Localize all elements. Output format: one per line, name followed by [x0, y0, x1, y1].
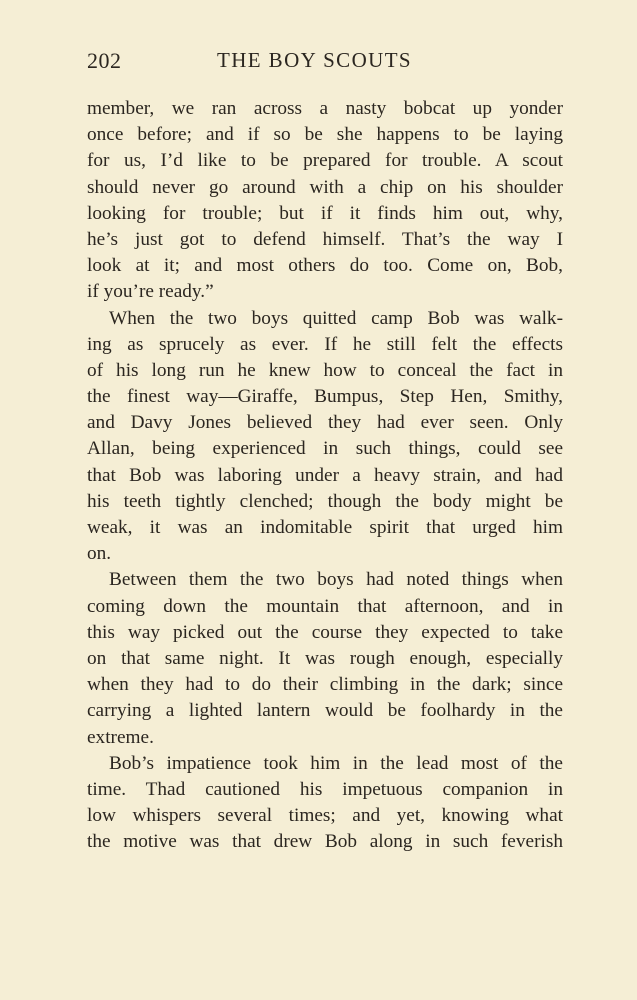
- text-line: if you’re ready.”: [87, 281, 214, 303]
- body-text: [87, 96, 563, 855]
- text-line: and Davy Jones believed they had ever seen. Only: [87, 412, 563, 434]
- text-line: on.: [87, 543, 112, 565]
- text-line: low whispers several times; and yet, knowing what: [87, 805, 563, 827]
- text-line: for us, I’d like to be prepared for trouble. A scout: [87, 150, 563, 172]
- text-line: time. Thad cautioned his impetuous companion in: [87, 778, 563, 800]
- paragraph-first-line: When the two boys quitted camp Bob was walk-: [109, 307, 563, 329]
- text-line: extreme.: [87, 726, 154, 748]
- text-line: Allan, being experienced in such things, could see: [87, 438, 563, 460]
- text-line: should never go around with a chip on his shoulder: [87, 176, 563, 198]
- paragraph-first-line: Bob’s impatience took him in the lead most of the: [109, 752, 563, 774]
- text-line: carrying a lighted lantern would be foolhardy in the: [87, 700, 563, 722]
- text-line: the motive was that drew Bob along in such feverish: [87, 831, 563, 853]
- text-line: look at it; and most others do too. Come on, Bob,: [87, 255, 563, 277]
- text-line: ing as sprucely as ever. If he still felt the effects: [87, 333, 563, 355]
- text-line: this way picked out the course they expected to take: [87, 621, 563, 643]
- running-title: THE BOY SCOUTS: [217, 48, 413, 72]
- text-line: coming down the mountain that afternoon, and in: [87, 595, 563, 617]
- text-line: looking for trouble; but if it finds him out, why,: [87, 202, 563, 224]
- text-line: that Bob was laboring under a heavy strain, and had: [87, 464, 563, 486]
- text-line: his teeth tightly clenched; though the body might be: [87, 490, 563, 512]
- text-line: he’s just got to defend himself. That’s the way I: [87, 228, 563, 250]
- page-number: 202: [87, 48, 122, 73]
- text-line: once before; and if so be she happens to be laying: [87, 124, 563, 146]
- page-header: [87, 48, 563, 78]
- text-line: member, we ran across a nasty bobcat up yonder: [87, 98, 563, 119]
- text-line: weak, it was an indomitable spirit that urged him: [87, 517, 563, 538]
- text-line: of his long run he knew how to conceal the fact in: [87, 359, 563, 381]
- text-line: on that same night. It was rough enough, especially: [87, 647, 563, 669]
- paragraph-first-line: Between them the two boys had noted things when: [109, 569, 563, 591]
- text-line: when they had to do their climbing in the dark; since: [87, 674, 563, 696]
- text-line: the finest way—Giraffe, Bumpus, Step Hen, Smithy,: [87, 386, 563, 408]
